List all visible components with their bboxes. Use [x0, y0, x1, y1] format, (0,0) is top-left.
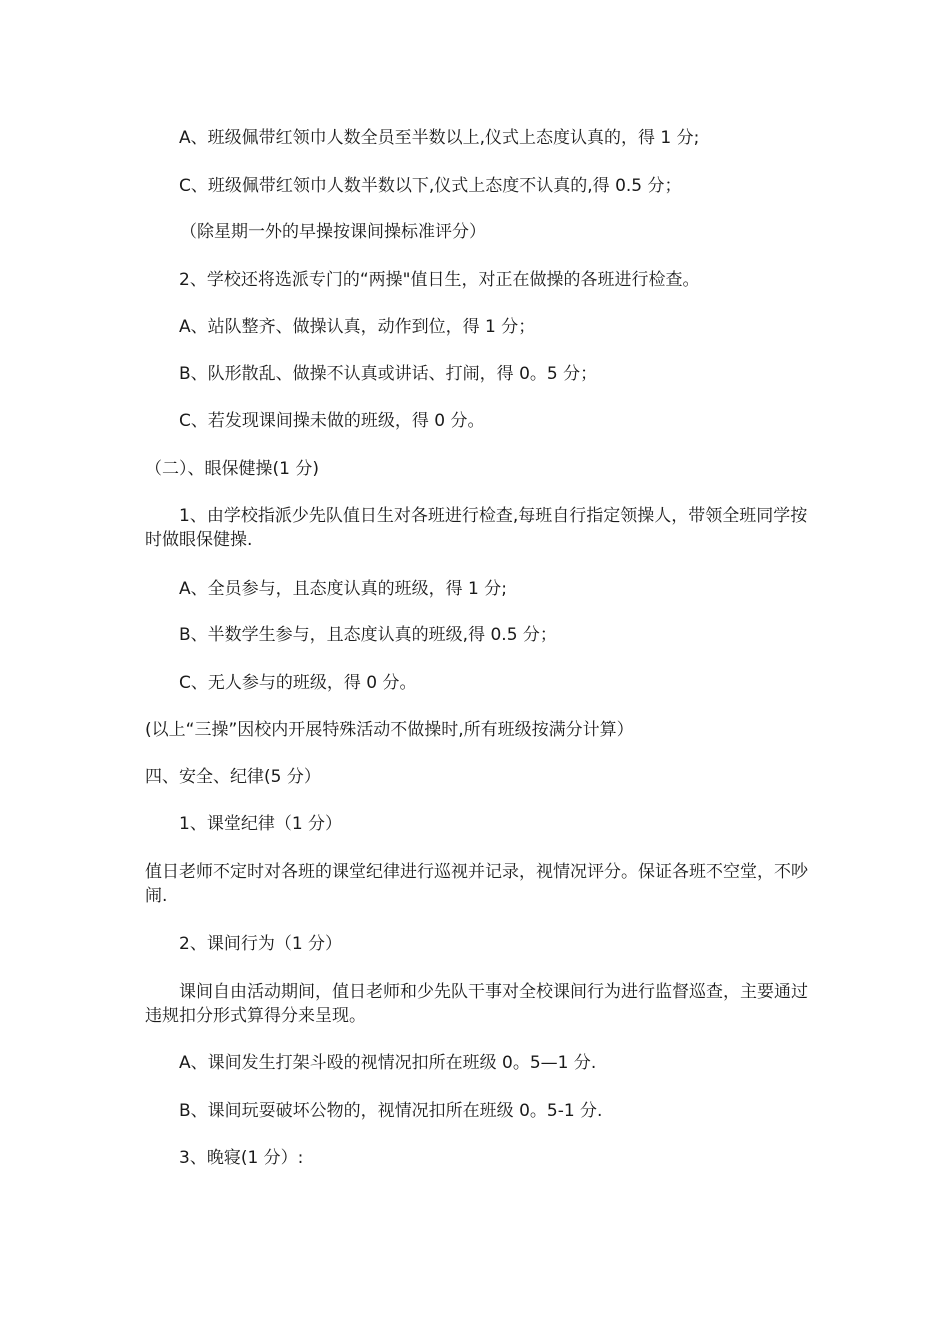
paragraph-6: B、队形散乱、做操不认真或讲话、打闹，得 0。5 分；: [179, 364, 598, 384]
paragraph-1: A、班级佩带红领巾人数全员至半数以上,仪式上态度认真的，得 1 分;: [179, 128, 700, 148]
paragraph-17: 2、课间行为（1 分）: [179, 934, 343, 954]
paragraph-3: （除星期一外的早操按课间操标准评分）: [180, 222, 486, 242]
paragraph-16: 值日老师不定时对各班的课堂纪律进行巡视并记录，视情况评分。保证各班不空堂，不吵闹.: [145, 862, 808, 906]
paragraph-19: A、课间发生打架斗殴的视情况扣所在班级 0。5—1 分.: [179, 1053, 597, 1073]
paragraph-13: (以上“三操”因校内开展特殊活动不做操时,所有班级按满分计算）: [145, 720, 634, 740]
section-heading-eye-exercise: （二）、眼保健操(1 分): [145, 459, 319, 479]
paragraph-15: 1、课堂纪律（1 分）: [179, 814, 343, 834]
paragraph-4: 2、学校还将选派专门的“两操"值日生，对正在做操的各班进行检查。: [179, 270, 700, 290]
paragraph-9: 1、由学校指派少先队值日生对各班进行检查,每班自行指定领操人，带领全班同学按时做眼保健操.: [145, 506, 808, 550]
paragraph-2: C、班级佩带红领巾人数半数以下,仪式上态度不认真的,得 0.5 分；: [179, 176, 682, 196]
paragraph-10: A、全员参与，且态度认真的班级，得 1 分;: [179, 579, 507, 599]
paragraph-21: 3、晚寝(1 分）:: [179, 1148, 304, 1168]
paragraph-20: B、课间玩耍破坏公物的，视情况扣所在班级 0。5-1 分.: [179, 1101, 603, 1121]
paragraph-7: C、若发现课间操未做的班级，得 0 分。: [179, 411, 485, 431]
paragraph-5: A、站队整齐、做操认真，动作到位，得 1 分；: [179, 317, 536, 337]
paragraph-12: C、无人参与的班级，得 0 分。: [179, 673, 417, 693]
paragraph-11: B、半数学生参与，且态度认真的班级,得 0.5 分；: [179, 625, 557, 645]
paragraph-18: 课间自由活动期间，值日老师和少先队干事对全校课间行为进行监督巡查，主要通过违规扣分形式算得分来呈现。: [145, 982, 808, 1026]
section-heading-safety: 四、安全、纪律(5 分）: [145, 767, 321, 787]
